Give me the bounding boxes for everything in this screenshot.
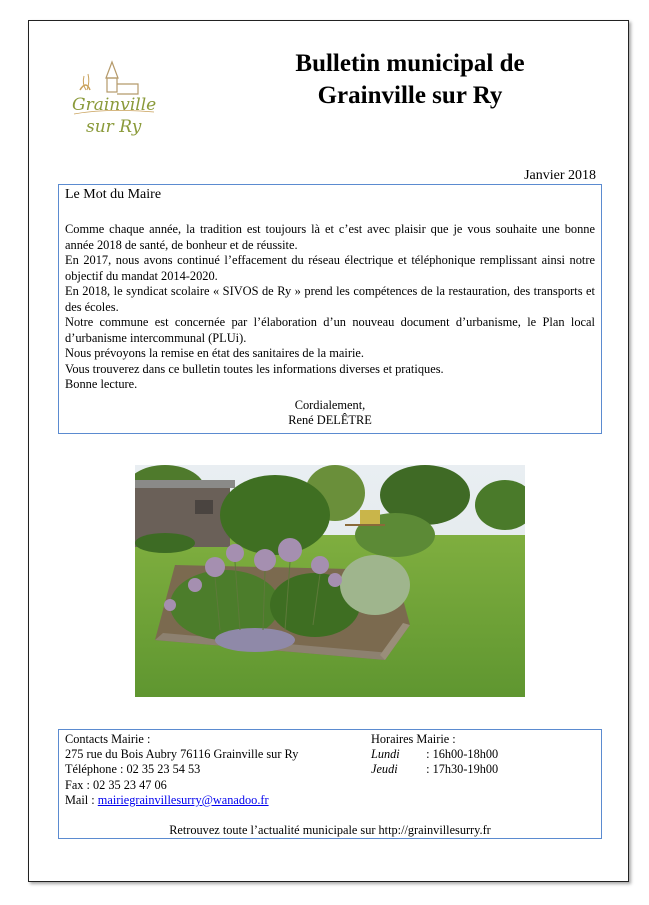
mot-paragraph: Vous trouverez dans ce bulletin toutes les informations diverses et pratiques. <box>65 361 444 376</box>
title-line-1: Bulletin municipal de <box>295 50 525 77</box>
mot-paragraph: Notre commune est concernée par l’élaboration d’un nouveau document d’urbanisme, le Plan local d’urbanisme intercommunal (PLUi). <box>65 315 595 345</box>
website-footer: Retrouvez toute l’actualité municipale sur http://grainvillesurry.fr <box>169 823 491 837</box>
horaires-hours: 16h00-18h00 <box>432 747 499 762</box>
village-logo <box>68 50 158 140</box>
horaires-section <box>371 732 498 778</box>
logo-text-grainville: Grainville <box>72 95 157 115</box>
horaires-day: Lundi <box>371 747 400 762</box>
contacts-mail-row <box>65 793 298 808</box>
horaires-row-lundi <box>371 747 498 762</box>
contacts-address: 275 rue du Bois Aubry 76116 Grainville sur Ry <box>65 747 299 762</box>
signature: René DELÊTRE <box>288 413 372 427</box>
title-line-2: Grainville sur Ry <box>317 82 503 109</box>
horaires-heading: Horaires Mairie : <box>371 732 456 746</box>
contacts-box <box>58 729 602 839</box>
mot-du-maire-heading: Le Mot du Maire <box>65 187 162 202</box>
mot-paragraph: Nous prévoyons la remise en état des sanitaires de la mairie. <box>65 346 364 360</box>
contacts-fax: Fax : 02 35 23 47 06 <box>65 777 167 792</box>
mot-paragraph: Comme chaque année, la tradition est toujours là et c’est avec plaisir que je vous souhaite une bonne année 2018 de santé, de bonheur et de réussite. <box>65 222 595 252</box>
horaires-sep: : <box>423 762 433 777</box>
contacts-section <box>65 732 298 808</box>
mail-link[interactable]: mairiegrainvillesurry@wanadoo.fr <box>97 792 269 807</box>
mot-paragraph: Bonne lecture. <box>65 377 138 391</box>
horaires-day: Jeudi <box>371 762 398 777</box>
issue-date: Janvier 2018 <box>524 168 596 183</box>
contacts-heading: Contacts Mairie : <box>65 732 151 746</box>
garden-photo <box>135 465 525 697</box>
horaires-row-jeudi <box>371 762 498 777</box>
horaires-sep: : <box>423 747 433 762</box>
bulletin-title <box>220 48 600 112</box>
mot-paragraph: En 2018, le syndicat scolaire « SIVOS de Ry » prend les compétences de la restauration, des transports et des écoles. <box>65 284 595 314</box>
mot-du-maire-box <box>58 184 602 434</box>
logo-text-sur-ry: sur Ry <box>86 117 142 137</box>
closing: Cordialement, <box>294 397 366 412</box>
horaires-hours: 17h30-19h00 <box>432 762 499 777</box>
contacts-phone: Téléphone : 02 35 23 54 53 <box>65 762 201 777</box>
mot-paragraph: En 2017, nous avons continué l’effacement du réseau électrique et téléphonique remplissant ainsi notre objectif du mandat 2014-2020. <box>65 253 595 283</box>
mail-label: Mail : <box>65 792 98 807</box>
